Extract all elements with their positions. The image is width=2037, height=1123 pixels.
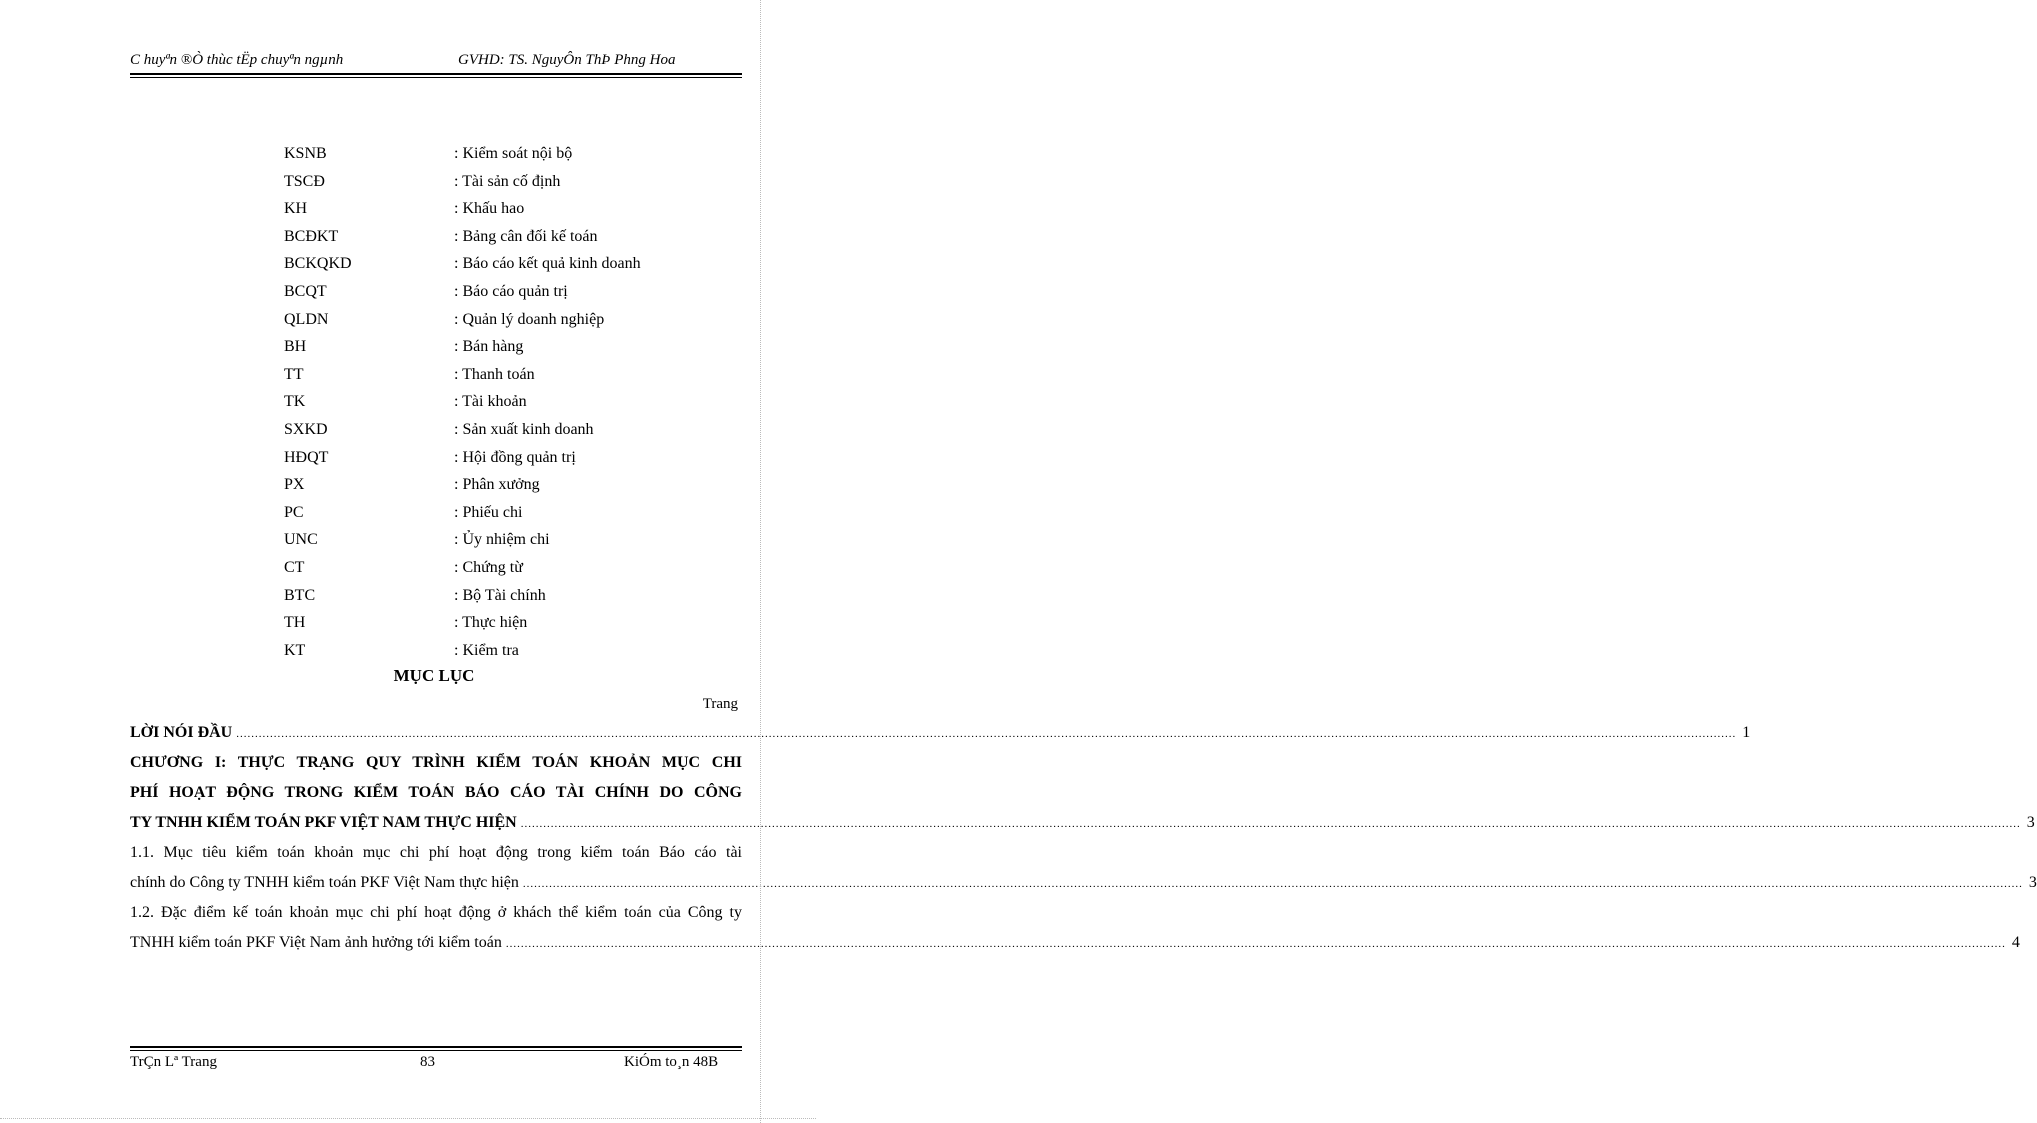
abbreviation-row — [284, 388, 704, 416]
toc-title: MỤC LỤC — [393, 666, 475, 685]
abbreviation-code: KT — [284, 641, 306, 659]
toc-page-number: 3 — [2026, 814, 2035, 831]
toc-dot-leader: ................................................................................................................................................................................................................................................................................................................................................................................................................ — [520, 818, 2021, 830]
abbreviation-meaning: : Bộ Tài chính — [454, 586, 546, 604]
abbreviation-meaning: : Tài sản cố định — [454, 172, 561, 190]
abbreviation-meaning: : Tài khoản — [454, 393, 527, 411]
toc-dot-leader: ................................................................................................................................................................................................................................................................................................................................................................................................................ — [505, 938, 2006, 950]
toc-entry-text: TY TNHH KIỂM TOÁN PKF VIỆT NAM THỰC HIỆN — [130, 814, 517, 831]
toc-page-number: 4 — [2011, 934, 2020, 951]
abbreviation-code: UNC — [284, 531, 318, 549]
abbreviation-row — [284, 333, 704, 361]
footer-rule-thick — [130, 1046, 742, 1048]
footer-rule-thin — [130, 1050, 742, 1051]
abbreviation-row — [284, 526, 704, 554]
toc-page-number: 3 — [2028, 874, 2037, 891]
abbreviation-code: TH — [284, 614, 306, 632]
abbreviation-code: BCKQKD — [284, 255, 352, 273]
abbreviation-row — [284, 499, 704, 527]
header-thesis-title: C huyªn ®Ò thùc tËp chuyªn ngµnh — [130, 52, 344, 68]
abbreviation-code: TSCĐ — [284, 172, 325, 190]
abbreviation-meaning: : Báo cáo kết quả kinh doanh — [454, 255, 641, 273]
footer-class: KiÓm to¸n 48B — [624, 1054, 719, 1070]
toc-entry[interactable] — [130, 898, 2020, 958]
toc-entry-last-line — [130, 808, 2035, 838]
abbreviation-code: HĐQT — [284, 448, 329, 466]
page-edge-right — [760, 0, 761, 1123]
footer-page-number: 83 — [420, 1054, 435, 1070]
abbreviation-meaning: : Bảng cân đối kế toán — [454, 227, 598, 245]
abbreviation-meaning: : Phân xưởng — [454, 476, 540, 494]
abbreviation-row — [284, 637, 704, 665]
toc-entry-last-line — [130, 718, 1751, 748]
abbreviation-meaning: : Báo cáo quản trị — [454, 282, 568, 300]
header-rule-thick — [130, 73, 742, 75]
abbreviation-row — [284, 278, 704, 306]
abbreviation-row — [284, 609, 704, 637]
toc-entry[interactable] — [130, 748, 2035, 838]
abbreviation-code: PC — [284, 503, 304, 521]
abbreviation-code: BH — [284, 338, 307, 356]
abbreviation-row — [284, 306, 704, 334]
abbreviation-row — [284, 361, 704, 389]
abbreviation-row — [284, 416, 704, 444]
toc-entry-text-line: PHÍ HOẠT ĐỘNG TRONG KIỂM TOÁN BÁO CÁO TÀI CHÍNH DO CÔNG — [130, 784, 742, 801]
abbreviation-meaning: : Kiểm soát nội bộ — [454, 145, 573, 162]
abbreviation-code: TK — [284, 393, 306, 411]
abbreviation-meaning: : Ủy nhiệm chi — [454, 531, 550, 549]
abbreviation-row — [284, 250, 704, 278]
abbreviation-row — [284, 195, 704, 223]
abbreviation-meaning: : Khấu hao — [454, 200, 525, 218]
abbreviation-meaning: : Phiếu chi — [454, 503, 523, 521]
toc-entry-text-line: 1.1. Mục tiêu kiểm toán khoản mục chi phí hoạt động trong kiểm toán Báo cáo tài — [130, 844, 742, 861]
abbreviation-code: BCQT — [284, 282, 327, 300]
toc-page-number: 1 — [1742, 724, 1751, 741]
abbreviation-row — [284, 140, 704, 168]
toc-entry-text: chính do Công ty TNHH kiểm toán PKF Việt Nam thực hiện — [130, 874, 519, 891]
abbreviation-meaning: : Thanh toán — [454, 365, 535, 383]
page-edge-bottom — [0, 1118, 816, 1119]
footer-author: TrÇn Lª Trang — [130, 1054, 217, 1070]
toc-dot-leader: ................................................................................................................................................................................................................................................................................................................................................................................................................ — [236, 728, 1737, 740]
abbreviation-code: BTC — [284, 586, 316, 604]
abbreviation-code: KSNB — [284, 145, 327, 162]
abbreviation-meaning: : Hội đồng quản trị — [454, 448, 576, 466]
abbreviation-code: SXKD — [284, 420, 328, 438]
abbreviation-code: TT — [284, 365, 304, 383]
header-rule-thin — [130, 77, 742, 78]
table-of-contents — [130, 718, 2037, 958]
toc-dot-leader: ................................................................................................................................................................................................................................................................................................................................................................................................................ — [522, 878, 2023, 890]
abbreviation-meaning: : Chứng từ — [454, 558, 523, 576]
abbreviation-row — [284, 471, 704, 499]
toc-entry-last-line — [130, 928, 2020, 958]
toc-entry-text: LỜI NÓI ĐẦU — [130, 724, 233, 741]
abbreviation-row — [284, 223, 704, 251]
abbreviation-row — [284, 444, 704, 472]
abbreviation-code: KH — [284, 200, 308, 218]
abbreviation-code: QLDN — [284, 310, 329, 328]
header-supervisor: GVHD: TS. NguyÔn ThÞ Phng Hoa — [458, 52, 676, 68]
abbreviation-code: PX — [284, 476, 305, 494]
abbreviation-row — [284, 582, 704, 610]
abbreviation-row — [284, 168, 704, 196]
toc-entry[interactable] — [130, 838, 2037, 898]
toc-page-column-header: Trang — [702, 696, 738, 712]
toc-entry[interactable] — [130, 718, 1751, 748]
abbreviation-meaning: : Bán hàng — [454, 338, 524, 356]
abbreviation-row — [284, 554, 704, 582]
toc-entry-text-line: CHƯƠNG I: THỰC TRẠNG QUY TRÌNH KIỂM TOÁN KHOẢN MỤC CHI — [130, 754, 742, 771]
toc-entry-last-line — [130, 868, 2037, 898]
abbreviation-meaning: : Kiểm tra — [454, 641, 519, 659]
abbreviation-code: CT — [284, 558, 305, 576]
abbreviation-meaning: : Quản lý doanh nghiệp — [454, 310, 605, 328]
toc-entry-text: TNHH kiểm toán PKF Việt Nam ảnh hưởng tới kiểm toán — [130, 934, 502, 951]
abbreviation-code: BCĐKT — [284, 227, 339, 245]
toc-entry-text-line: 1.2. Đặc điểm kế toán khoản mục chi phí hoạt động ở khách thể kiểm toán của Công ty — [130, 904, 742, 921]
abbreviation-list — [284, 140, 704, 664]
abbreviation-meaning: : Sản xuất kinh doanh — [454, 420, 594, 438]
abbreviation-meaning: : Thực hiện — [454, 614, 528, 632]
